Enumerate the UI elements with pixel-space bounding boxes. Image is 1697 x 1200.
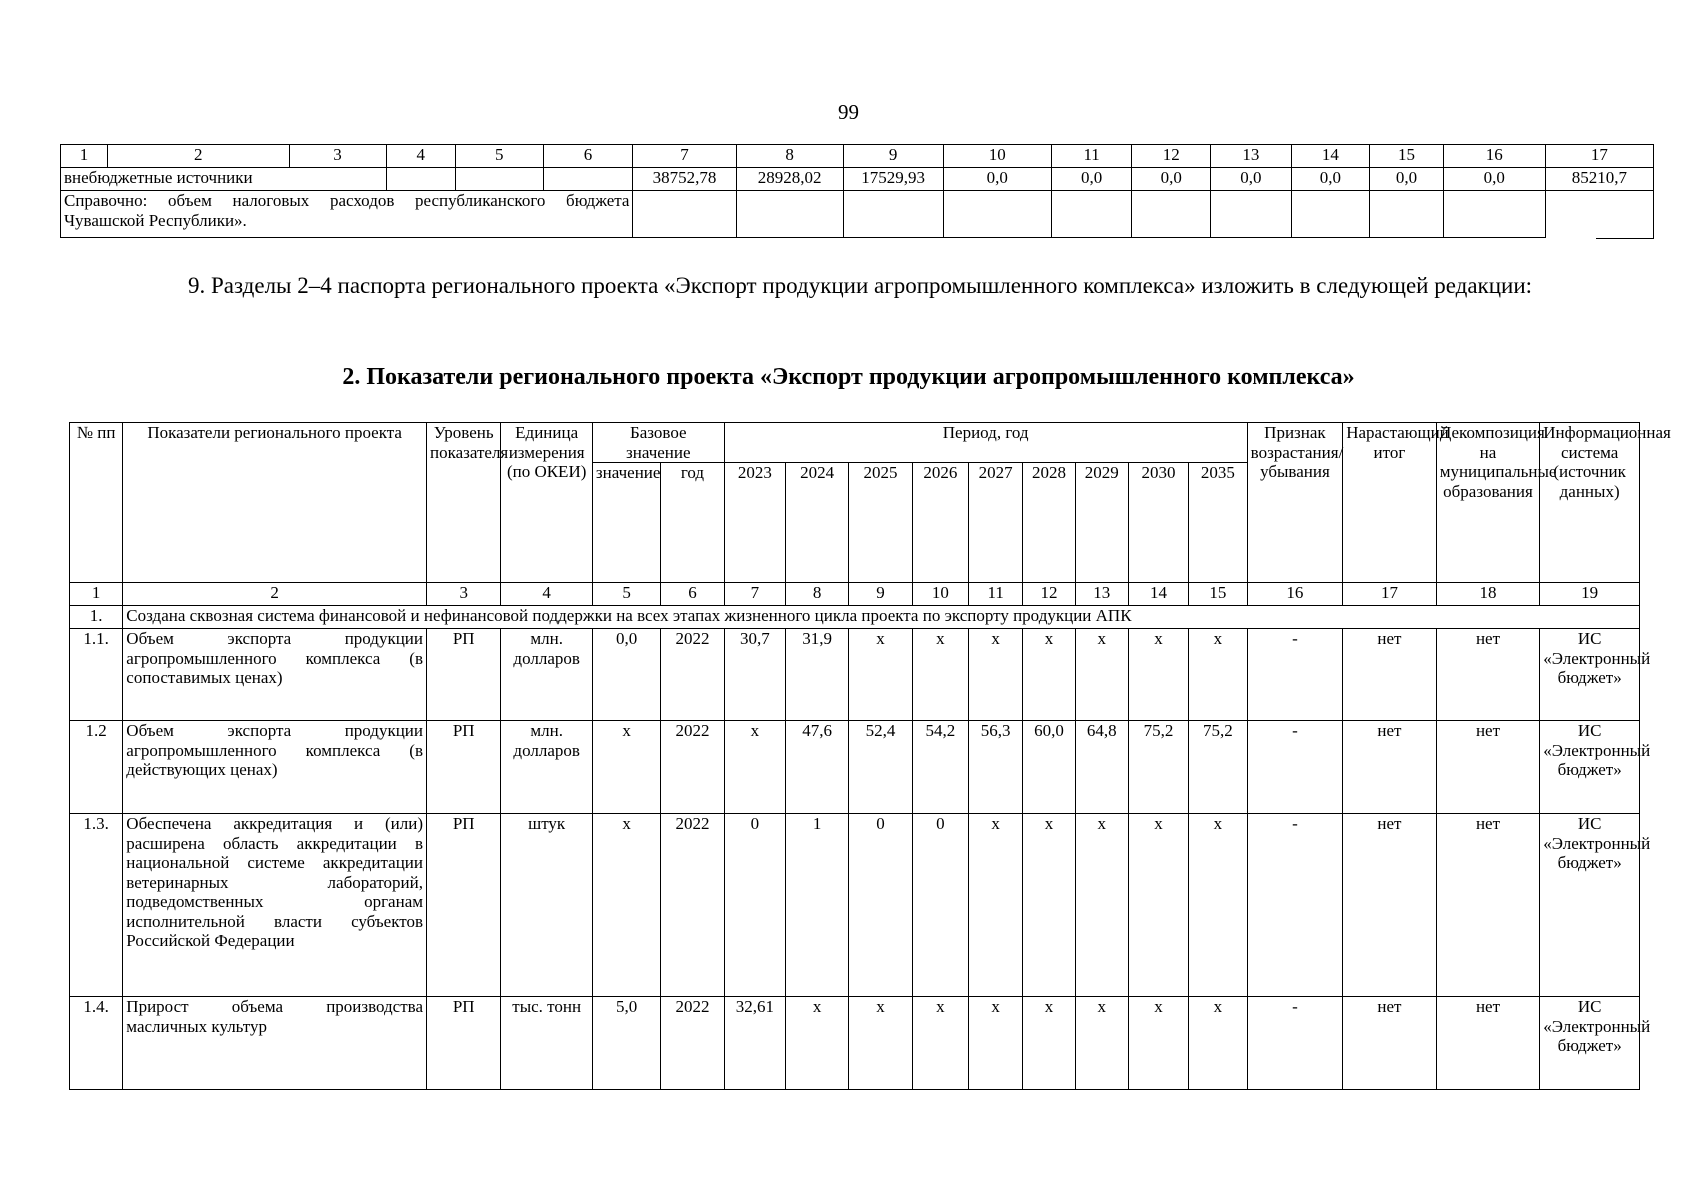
column-number: 19 <box>1540 583 1640 606</box>
header-base: Базовое значение <box>592 423 724 463</box>
column-numbers-row <box>70 583 1640 606</box>
year-value-cell: х <box>1128 997 1188 1090</box>
column-number: 8 <box>786 583 849 606</box>
base-year-cell: 2022 <box>661 721 724 814</box>
indicator-name: Объем экспорта продукции агропромышленного комплекса (в действующих ценах) <box>123 721 427 814</box>
section-num: 1. <box>70 606 123 629</box>
continuation-table <box>60 144 1654 238</box>
header-info-system: Информационная система (источник данных) <box>1540 423 1640 583</box>
table-cell: 0,0 <box>1132 168 1211 191</box>
year-value-cell: 1 <box>786 814 849 997</box>
column-number: 6 <box>661 583 724 606</box>
year-value-cell: х <box>786 997 849 1090</box>
header-year: 2035 <box>1189 463 1247 583</box>
column-number: 9 <box>843 145 943 168</box>
column-number: 7 <box>724 583 785 606</box>
section-row <box>70 606 1640 629</box>
column-number: 12 <box>1023 583 1075 606</box>
column-number: 13 <box>1075 583 1128 606</box>
column-number: 4 <box>386 145 455 168</box>
column-number: 3 <box>289 145 386 168</box>
column-number: 11 <box>1051 145 1132 168</box>
header-num: № пп <box>70 423 123 583</box>
table-cell <box>455 168 543 191</box>
column-number: 4 <box>501 583 593 606</box>
year-value-cell: х <box>1075 814 1128 997</box>
year-value-cell: х <box>1075 997 1128 1090</box>
year-value-cell: х <box>1189 814 1247 997</box>
indicator-name: Обеспечена аккредитация и (или) расширена область аккредитации в национальной системе аккредитации ветеринарных лабораторий, подведомственных органам исполнительной власти субъектов Российской Федерации <box>123 814 427 997</box>
table-cell <box>943 191 1051 238</box>
header-year: 2023 <box>724 463 785 583</box>
year-value-cell: 64,8 <box>1075 721 1128 814</box>
header-level: Уровень показателя <box>427 423 501 583</box>
year-value-cell: х <box>1189 997 1247 1090</box>
header-year: 2024 <box>786 463 849 583</box>
header-year: 2027 <box>969 463 1023 583</box>
header-period: Период, год <box>724 423 1247 463</box>
header-indicator: Показатели регионального проекта <box>123 423 427 583</box>
column-number: 12 <box>1132 145 1211 168</box>
divider <box>1596 238 1654 239</box>
page-number: 99 <box>838 100 859 124</box>
year-value-cell: х <box>969 629 1023 721</box>
level-cell: РП <box>427 814 501 997</box>
decomposition-cell: нет <box>1436 629 1540 721</box>
year-value-cell: х <box>1128 814 1188 997</box>
unit-cell: млн. долларов <box>501 629 593 721</box>
sign-cell: - <box>1247 721 1343 814</box>
continuation-header-row <box>61 145 1654 168</box>
table-cell <box>1051 191 1132 238</box>
unit-cell: млн. долларов <box>501 721 593 814</box>
table-cell: 38752,78 <box>633 168 736 191</box>
sign-cell: - <box>1247 814 1343 997</box>
table-cell <box>1291 191 1370 238</box>
column-number: 1 <box>70 583 123 606</box>
base-year-cell: 2022 <box>661 814 724 997</box>
level-cell: РП <box>427 721 501 814</box>
sign-cell: - <box>1247 997 1343 1090</box>
header-decomposition: Декомпозиция на муниципальные образования <box>1436 423 1540 583</box>
year-value-cell: 30,7 <box>724 629 785 721</box>
table-cell <box>1370 191 1443 238</box>
column-number: 7 <box>633 145 736 168</box>
year-value-cell: х <box>1023 629 1075 721</box>
year-value-cell: 0 <box>724 814 785 997</box>
row-label: Справочно: объем налоговых расходов республиканского бюджета Чувашской Республики». <box>61 191 633 238</box>
column-number: 6 <box>543 145 633 168</box>
row-num: 1.1. <box>70 629 123 721</box>
table-cell: 17529,93 <box>843 168 943 191</box>
row-num: 1.4. <box>70 997 123 1090</box>
base-value-cell: 5,0 <box>592 997 660 1090</box>
table-cell: 85210,7 <box>1545 168 1653 191</box>
year-value-cell: х <box>1023 997 1075 1090</box>
year-value-cell: х <box>1075 629 1128 721</box>
year-value-cell: 54,2 <box>912 721 968 814</box>
base-year-cell: 2022 <box>661 629 724 721</box>
year-value-cell: х <box>1023 814 1075 997</box>
table-cell <box>843 191 943 238</box>
year-value-cell: х <box>912 997 968 1090</box>
header-unit: Единица измерения (по ОКЕИ) <box>501 423 593 583</box>
level-cell: РП <box>427 997 501 1090</box>
cumulative-cell: нет <box>1343 721 1437 814</box>
paragraph: 9. Разделы 2–4 паспорта регионального проекта «Экспорт продукции агропромышленного комплекса» изложить в следующей редакции: <box>188 273 1533 298</box>
year-value-cell: х <box>724 721 785 814</box>
table-row <box>70 814 1640 997</box>
year-value-cell: х <box>1189 629 1247 721</box>
column-number: 2 <box>123 583 427 606</box>
column-number: 2 <box>107 145 289 168</box>
section-heading: Создана сквозная система финансовой и нефинансовой поддержки на всех этапах жизненного цикла проекта по экспорту продукции АПК <box>123 606 1640 629</box>
column-number: 16 <box>1443 145 1545 168</box>
table-cell: 0,0 <box>1291 168 1370 191</box>
sign-cell: - <box>1247 629 1343 721</box>
header-cumulative: Нарастающий итог <box>1343 423 1437 583</box>
column-number: 15 <box>1189 583 1247 606</box>
year-value-cell: х <box>1128 629 1188 721</box>
table-cell <box>1443 191 1545 238</box>
column-number: 10 <box>912 583 968 606</box>
info-system-cell: ИС «Электронный бюджет» <box>1540 721 1640 814</box>
year-value-cell: 47,6 <box>786 721 849 814</box>
table-row <box>70 629 1640 721</box>
year-value-cell: 52,4 <box>849 721 912 814</box>
header-sign: Признак возрастания/ убывания <box>1247 423 1343 583</box>
year-value-cell: х <box>969 997 1023 1090</box>
table-header-row <box>70 423 1640 463</box>
info-system-cell: ИС «Электронный бюджет» <box>1540 629 1640 721</box>
year-value-cell: 0 <box>849 814 912 997</box>
column-number: 14 <box>1291 145 1370 168</box>
table-cell <box>386 168 455 191</box>
column-number: 10 <box>943 145 1051 168</box>
table-cell <box>736 191 843 238</box>
header-year: 2025 <box>849 463 912 583</box>
column-number: 1 <box>61 145 108 168</box>
table-cell <box>1132 191 1211 238</box>
year-value-cell: 75,2 <box>1189 721 1247 814</box>
table-cell: 28928,02 <box>736 168 843 191</box>
year-value-cell: 32,61 <box>724 997 785 1090</box>
base-year-cell: 2022 <box>661 997 724 1090</box>
table-cell <box>543 168 633 191</box>
cumulative-cell: нет <box>1343 629 1437 721</box>
year-value-cell: х <box>849 997 912 1090</box>
base-value-cell: х <box>592 721 660 814</box>
unit-cell: тыс. тонн <box>501 997 593 1090</box>
column-number: 8 <box>736 145 843 168</box>
table-cell <box>1545 191 1653 238</box>
table-cell: 0,0 <box>943 168 1051 191</box>
year-value-cell: 56,3 <box>969 721 1023 814</box>
table-row <box>70 721 1640 814</box>
year-value-cell: 60,0 <box>1023 721 1075 814</box>
row-num: 1.3. <box>70 814 123 997</box>
row-num: 1.2 <box>70 721 123 814</box>
year-value-cell: 31,9 <box>786 629 849 721</box>
table-cell: 0,0 <box>1370 168 1443 191</box>
table-cell <box>1211 191 1292 238</box>
column-number: 18 <box>1436 583 1540 606</box>
year-value-cell: 0 <box>912 814 968 997</box>
column-number: 9 <box>849 583 912 606</box>
header-year: 2026 <box>912 463 968 583</box>
table-cell: 0,0 <box>1443 168 1545 191</box>
indicator-name: Объем экспорта продукции агропромышленного комплекса (в сопоставимых ценах) <box>123 629 427 721</box>
header-base-year: год <box>661 463 724 583</box>
year-value-cell: х <box>849 629 912 721</box>
table-cell <box>633 191 736 238</box>
column-number: 16 <box>1247 583 1343 606</box>
indicators-table <box>69 422 1671 1090</box>
table-cell: 0,0 <box>1051 168 1132 191</box>
header-year: 2028 <box>1023 463 1075 583</box>
row-label: внебюджетные источники <box>61 168 387 191</box>
column-number: 5 <box>592 583 660 606</box>
base-value-cell: х <box>592 814 660 997</box>
info-system-cell: ИС «Электронный бюджет» <box>1540 814 1640 997</box>
column-number: 17 <box>1545 145 1653 168</box>
section-title: 2. Показатели регионального проекта «Экспорт продукции агропромышленного комплекса» <box>342 364 1355 390</box>
column-number: 11 <box>969 583 1023 606</box>
table-row <box>61 191 1654 238</box>
cumulative-cell: нет <box>1343 814 1437 997</box>
header-year: 2029 <box>1075 463 1128 583</box>
table-row <box>61 168 1654 191</box>
column-number: 13 <box>1211 145 1292 168</box>
header-year: 2030 <box>1128 463 1188 583</box>
cumulative-cell: нет <box>1343 997 1437 1090</box>
indicator-name: Прирост объема производства масличных культур <box>123 997 427 1090</box>
decomposition-cell: нет <box>1436 721 1540 814</box>
unit-cell: штук <box>501 814 593 997</box>
decomposition-cell: нет <box>1436 997 1540 1090</box>
column-number: 5 <box>455 145 543 168</box>
column-number: 14 <box>1128 583 1188 606</box>
table-row <box>70 997 1640 1090</box>
info-system-cell: ИС «Электронный бюджет» <box>1540 997 1640 1090</box>
year-value-cell: х <box>912 629 968 721</box>
table-cell: 0,0 <box>1211 168 1292 191</box>
base-value-cell: 0,0 <box>592 629 660 721</box>
column-number: 17 <box>1343 583 1437 606</box>
level-cell: РП <box>427 629 501 721</box>
column-number: 3 <box>427 583 501 606</box>
column-number: 15 <box>1370 145 1443 168</box>
year-value-cell: х <box>969 814 1023 997</box>
year-value-cell: 75,2 <box>1128 721 1188 814</box>
header-base-value: значение <box>592 463 660 583</box>
decomposition-cell: нет <box>1436 814 1540 997</box>
